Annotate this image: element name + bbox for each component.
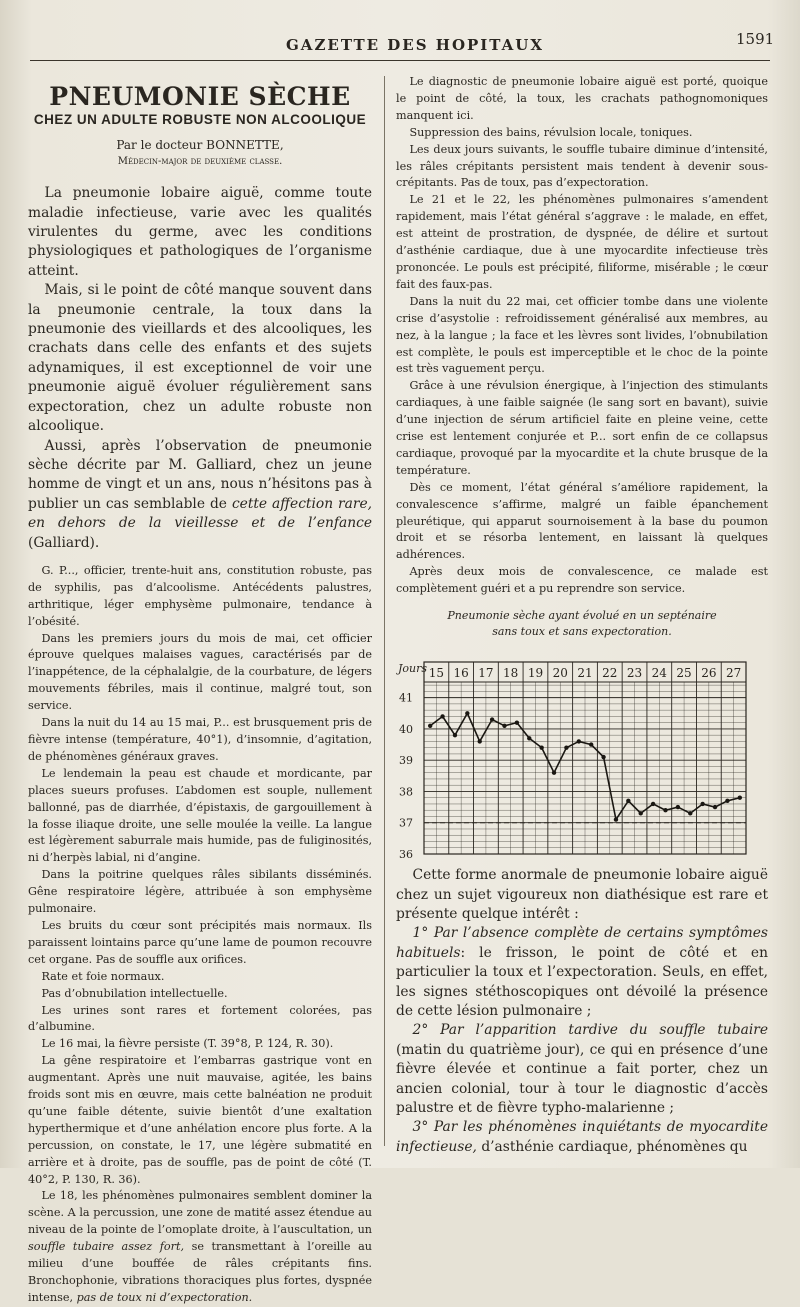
temperature-point — [663, 808, 667, 812]
temperature-point — [688, 811, 692, 815]
temperature-point — [478, 739, 482, 743]
day-label: 19 — [527, 666, 544, 681]
day-label: 24 — [651, 666, 667, 681]
conclusion-paragraph: Cette forme anormale de pneumonie lobaire aiguë chez un sujet vigoureux non diathésique est rare et présente quelque intérêt : — [396, 867, 768, 922]
conclusion-emphasis: 2° Par l’apparition tardive du souffle tubaire — [412, 1022, 768, 1039]
observation-paragraph: Dès ce moment, l’état général s’améliore rapidement, la convalescence s’affirme, malgré un faible épanchement pleurétique, qui apparut sournoisement à la base du poumon droit et se résorba lentement, en laissant là quelques adhérences. — [396, 480, 768, 562]
observation-paragraph: Après deux mois de convalescence, ce malade est complètement guéri et a pu reprendre son service. — [396, 565, 768, 596]
temperature-point — [676, 805, 680, 809]
observation-paragraph: Le 21 et le 22, les phénomènes pulmonaires s’amendent rapidement, mais l’état général s’aggrave : le malade, en effet, est atteint de prostration, de dyspnée, de délire et surtout d’asthénie cardiaque, due à une myocardite infectieuse très prononcée. Le pouls est précipité, filiforme, misérable ; le cœur fait des faux-pas. — [396, 193, 768, 291]
observation-text: Le 18, les phénomènes pulmonaires semblent dominer la scène. A la percussion, une zone de matité assez étendue au niveau de la pointe de l’omoplate droite, à l’auscultation, un — [28, 1189, 372, 1237]
day-label: 20 — [552, 666, 568, 681]
day-label: 26 — [701, 666, 717, 681]
right-column — [396, 74, 768, 1157]
temperature-point — [738, 796, 742, 800]
observation-emphasis: pas de toux ni d’expectoration. — [76, 1290, 253, 1304]
introduction — [28, 184, 372, 553]
intro-citation: (Galliard). — [28, 534, 100, 551]
intro-paragraph — [28, 437, 372, 553]
temperature-point — [577, 739, 581, 743]
day-label: 15 — [428, 666, 445, 681]
observation-paragraph: Suppression des bains, révulsion locale, toniques. — [409, 125, 693, 139]
chart-caption-line: sans toux et sans expectoration. — [492, 625, 672, 639]
y-tick-label: 38 — [399, 785, 413, 799]
y-tick-label: 39 — [399, 754, 413, 768]
conclusion-paragraph — [396, 924, 768, 1021]
day-label: 18 — [503, 666, 519, 681]
conclusion-text: d’asthénie cardiaque, phénomènes qu — [481, 1138, 748, 1155]
temperature-point — [614, 817, 618, 821]
conclusion-emphasis: 1° Par l’absence complète de certains symptômes habituels — [396, 925, 768, 961]
intro-paragraph: La pneumonie lobaire aiguë, comme toute maladie infectieuse, varie avec les qualités virulentes du germe, avec les conditions physiologiques et pathologiques de l’organisme atteint. — [28, 185, 372, 279]
observation-paragraph: Les urines sont rares et fortement colorées, pas d’albumine. — [28, 1003, 372, 1034]
x-axis-label: Jours — [398, 662, 428, 676]
observation-paragraph — [28, 1188, 372, 1306]
observation-emphasis: souffle tubaire assez fort, — [28, 1240, 185, 1254]
day-label: 25 — [676, 666, 692, 681]
conclusion-paragraph — [396, 1118, 768, 1157]
conclusion-emphasis: 3° Par les phénomènes inquiétants de myocardite infectieuse, — [396, 1119, 768, 1155]
temperature-point — [700, 802, 704, 806]
temperature-point — [725, 799, 729, 803]
day-label: 21 — [577, 666, 593, 681]
day-label: 27 — [725, 666, 742, 681]
observation-paragraph: Le diagnostic de pneumonie lobaire aiguë est porté, quoique le point de côté, la toux, les crachats pathognomoniques manquent ici. — [396, 75, 768, 122]
observation-paragraph: Dans la poitrine quelques râles sibilants disséminés. Gêne respiratoire légère, attribuée à son emphysème pulmonaire. — [28, 868, 372, 916]
temperature-point — [564, 746, 568, 750]
left-column — [28, 74, 372, 1307]
y-tick-label: 41 — [399, 691, 413, 705]
page-number: 1591 — [736, 30, 775, 48]
conclusion-paragraph — [396, 1021, 768, 1118]
conclusion — [396, 866, 768, 1157]
observation-paragraph: Dans les premiers jours du mois de mai, cet officier éprouve quelques malaises vagues, caractérisés par de l’inappétence, de la céphalalgie, de la courbature, de légers mouvements fébriles, mais il continue, malgré tout, son service. — [28, 631, 372, 713]
temperature-chart-svg — [396, 646, 768, 860]
intro-paragraph: Mais, si le point de côté manque souvent dans la pneumonie centrale, la toux dans la pneumonie des vieillards et des alcooliques, les crachats dans celle des enfants et des sujets adynamiques, il est exceptionnel de voir une pneumonie aiguë évoluer régulièrement sans expectoration, chez un adulte robuste non alcoolique. — [28, 282, 372, 435]
day-label: 23 — [626, 666, 643, 681]
y-tick-label: 40 — [399, 723, 413, 737]
temperature-point — [552, 771, 556, 775]
observation-paragraph: Les deux jours suivants, le souffle tubaire diminue d’intensité, les râles crépitants persistent mais tendent à devenir sous-crépitants. Pas de toux, pas d’expectoration. — [396, 142, 768, 190]
temperature-point — [626, 799, 630, 803]
temperature-point — [515, 721, 519, 725]
temperature-point — [601, 755, 605, 759]
day-label: 16 — [453, 666, 469, 681]
header-rule — [30, 60, 770, 61]
y-tick-label: 36 — [399, 848, 413, 861]
observation-paragraph: Grâce à une révulsion énergique, à l’injection des stimulants cardiaques, à une faible saignée (le sang sort en bavant), suivie d’une injection de sérum artificiel faite en pleine veine, cette crise est lentement conjurée et P... sort enfin de ce collapsus cardiaque, provoqué par la myocardite et la chute brusque de la température. — [396, 379, 768, 477]
column-divider — [384, 76, 385, 1146]
temperature-point — [589, 742, 593, 746]
observation-left — [28, 563, 372, 1307]
running-head: GAZETTE DES HOPITAUX — [286, 36, 545, 54]
temperature-chart — [396, 646, 768, 860]
observation-paragraph: Les bruits du cœur sont précipités mais normaux. Ils paraissent lointains parce qu’une lame de poumon recouvre cet organe. Pas de souffle aux orifices. — [28, 918, 372, 966]
temperature-point — [651, 802, 655, 806]
observation-paragraph: Pas d’obnubilation intellectuelle. — [41, 986, 228, 1000]
temperature-point — [527, 736, 531, 740]
chart-caption-line: Pneumonie sèche ayant évolué en un septénaire — [447, 609, 717, 623]
author-rank: Médecin-major de deuxième classe. — [117, 155, 283, 167]
day-label: 22 — [602, 666, 618, 681]
observation-paragraph: G. P..., officier, trente-huit ans, constitution robuste, pas de syphilis, pas d’alcoolisme. Antécédents palustres, arthritique, léger emphysème pulmonaire, tendance à l’obésité. — [28, 563, 372, 628]
intro-text: Aussi, après l’observation de pneumonie sèche décrite par M. Galliard, chez un jeune homme de vingt et un ans, nous n’hésitons pas à publier un cas semblable de — [28, 437, 372, 512]
temperature-point — [453, 733, 457, 737]
observation-paragraph: Rate et foie normaux. — [41, 969, 165, 983]
page-header — [0, 30, 800, 60]
article-title: PNEUMONIE SÈCHE — [49, 82, 351, 111]
temperature-point — [465, 711, 469, 715]
temperature-point — [440, 714, 444, 718]
temperature-point — [639, 811, 643, 815]
observation-paragraph: Le lendemain la peau est chaude et mordicante, par places sueurs profuses. L’abdomen est souple, nullement ballonné, pas de diarrhée, d’épistaxis, de gargouillement à la fosse iliaque droite, une selle moulée la veille. La langue est légèrement saburrale mais humide, pas de fuliginosités, ni d’herpès labial, ni d’angine. — [28, 766, 372, 865]
observation-right — [396, 74, 768, 598]
y-tick-label: 37 — [399, 816, 413, 830]
observation-paragraph: Dans la nuit du 14 au 15 mai, P... est brusquement pris de fièvre intense (température, 40°1), d’insomnie, d’agitation, de phénomènes généraux graves. — [28, 716, 372, 763]
article-subtitle: CHEZ UN ADULTE ROBUSTE NON ALCOOLIQUE — [33, 112, 367, 128]
chart-caption — [396, 608, 768, 640]
temperature-point — [490, 717, 494, 721]
observation-paragraph: La gêne respiratoire et l’embarras gastrique vont en augmentant. Après une nuit mauvaise, agitée, les bains froids sont mis en œuvre, mais cette balnéation ne produit qu’une faible détente, suivie bientôt d’une exaltation hyperthermique et d’une anhélation encore plus forte. A la percussion, on constate, le 17, une légère submatité en arrière et à droite, pas de souffle, pas de point de côté (T. 40°2, P. 130, R. 36). — [28, 1054, 372, 1186]
observation-paragraph: Dans la nuit du 22 mai, cet officier tombe dans une violente crise d’asystolie : refroidissement généralisé aux membres, au nez, à la langue ; la face et les lèvres sont livides, l’obnubilation est complète, le pouls est imperceptible et le choc de la pointe est très vaguement perçu. — [396, 294, 768, 376]
temperature-point — [539, 746, 543, 750]
conclusion-text: : le frisson, le point de côté et en particulier la toux et l’expectoration. Seuls, en effet, les signes stéthoscopiques ont dévoilé la présence de cette lésion pulmonaire ; — [396, 944, 768, 1019]
observation-text: se transmettant à l’oreille au milieu d’une bouffée de râles crépitants fins. Bronchophonie, vibrations thoraciques plus fortes, dyspnée intense, — [28, 1240, 372, 1304]
temperature-point — [502, 724, 506, 728]
conclusion-text: (matin du quatrième jour), ce qui en présence d’une fièvre élevée et continue a fait porter, chez un ancien colonial, tour à tour le diagnostic d’accès palustre et de fièvre typho-malarienne ; — [396, 1041, 768, 1116]
author-byline: Par le docteur BONNETTE, — [116, 137, 284, 152]
temperature-point — [428, 724, 432, 728]
intro-emphasis: cette affection rare, en dehors de la vieillesse et de l’enfance — [28, 495, 373, 532]
temperature-point — [713, 805, 717, 809]
day-label: 17 — [478, 666, 494, 681]
observation-paragraph: Le 16 mai, la fièvre persiste (T. 39°8, P. 124, R. 30). — [41, 1037, 334, 1051]
